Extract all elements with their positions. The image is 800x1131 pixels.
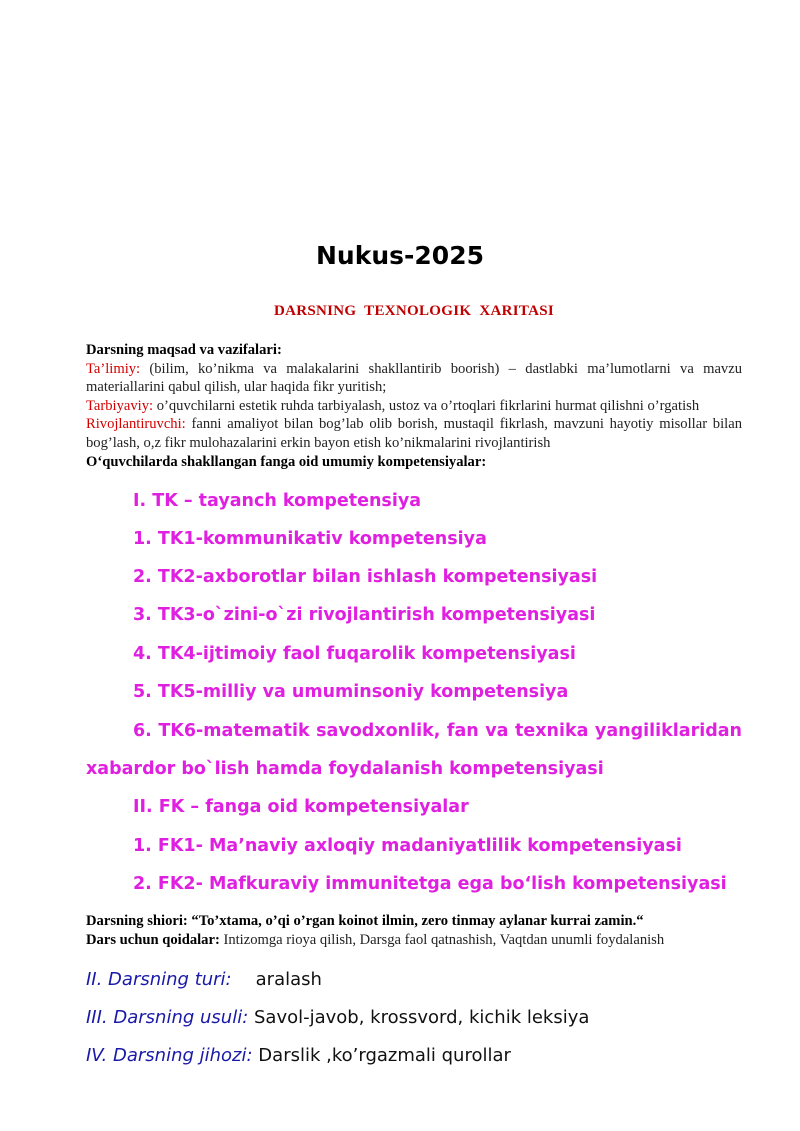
fk-heading: II. FK – fanga oid kompetensiyalar <box>133 797 469 817</box>
lesson-type-line <box>86 969 322 990</box>
lesson-equipment-line <box>86 1045 511 1066</box>
rules-text: Intizomga rioya qilish, Darsga faol qatnashish, Vaqtdan unumli foydalanish <box>219 931 665 948</box>
tk3-item: 3. TK3-o`zini-o`zi rivojlantirish kompetensiyasi <box>133 605 596 625</box>
talimiy-paragraph <box>86 360 742 397</box>
talimiy-text: (bilim, ko’nikma va malakalarini shakllantirib boorish) – dastlabki ma’lumotlarni va mavzu materiallarini qabul qilish, ular haqida fikr yuritish; <box>86 360 742 396</box>
tk2-item: 2. TK2-axborotlar bilan ishlash kompetensiyasi <box>133 567 598 587</box>
motto-section <box>86 912 742 949</box>
lesson-equipment-label: IV. Darsning jihozi: <box>86 1045 253 1066</box>
tk-heading: I. TK – tayanch kompetensiya <box>133 491 422 511</box>
tk6-item-line2: xabardor bo`lish hamda foydalanish kompetensiyasi <box>86 759 604 779</box>
goals-heading: Darsning maqsad va vazifalari: <box>86 342 282 358</box>
tarbiyaviy-label: Tarbiyaviy: <box>86 397 154 414</box>
lesson-type-label: II. Darsning turi: <box>86 969 232 990</box>
motto-label: Darsning shiori: <box>86 913 188 929</box>
competencies-heading: O‘quvchilarda shakllangan fanga oid umumiy kompetensiyalar: <box>86 453 487 470</box>
motto-line <box>86 912 742 931</box>
rivojlantiruvchi-paragraph <box>86 415 742 452</box>
page-heading: Nukus-2025 <box>316 241 484 270</box>
rivojlantiruvchi-text: fanni amaliyot bilan bog’lab olib borish, mustaqil fikrlash, mavzuni hayotiy misollar bilan bog’lash, o,z fikr mulohazalarini erkin bayon etish ko’nikmalarini rivojlantirish <box>86 416 742 451</box>
rules-line <box>86 931 742 950</box>
technological-map-title: DARSNING TEXNOLOGIK XARITASI <box>273 303 555 319</box>
lesson-type-value: aralash <box>255 969 322 990</box>
tk6-item-line1: 6. TK6-matematik savodxonlik, fan va texnika yangiliklaridan <box>133 721 742 741</box>
rivojlantiruvchi-label: Rivojlantiruvchi: <box>86 416 186 433</box>
tk5-item: 5. TK5-milliy va umuminsoniy kompetensiya <box>133 682 569 702</box>
tk4-item: 4. TK4-ijtimoiy faol fuqarolik kompetensiyasi <box>133 644 576 664</box>
lesson-equipment-value: Darslik ,ko’rgazmali qurollar <box>252 1045 511 1066</box>
tarbiyaviy-paragraph <box>86 397 742 416</box>
lesson-method-label: III. Darsning usuli: <box>86 1007 249 1028</box>
talimiy-label: Ta’limiy: <box>86 360 141 377</box>
motto-text: “To’xtama, o’qi o’rgan koinot ilmin, zero tinmay aylanar kurrai zamin.“ <box>187 913 644 929</box>
lesson-method-line <box>86 1007 589 1028</box>
rules-label: Dars uchun qoidalar: <box>86 931 220 948</box>
tk1-item: 1. TK1-kommunikativ kompetensiya <box>133 529 487 549</box>
fk1-item: 1. FK1- Ma’naviy axloqiy madaniyatlilik kompetensiyasi <box>133 836 682 856</box>
fk2-item: 2. FK2- Mafkuraviy immunitetga ega bo‘lish kompetensiyasi <box>133 874 727 894</box>
lesson-method-value: Savol-javob, krossvord, kichik leksiya <box>248 1007 590 1028</box>
tarbiyaviy-text: o’quvchilarni estetik ruhda tarbiyalash, ustoz va o’rtoqlari fikrlarini hurmat qilishni o’rgatish <box>153 397 700 414</box>
lesson-goals-section <box>86 341 742 471</box>
